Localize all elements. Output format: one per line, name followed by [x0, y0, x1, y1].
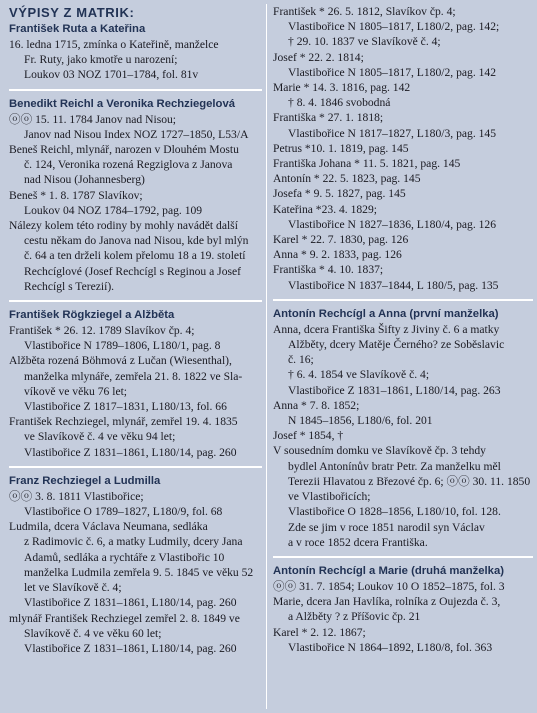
record-line: Anna, dcera Františka Šifty z Jiviny č. 6 a matky [273, 322, 500, 336]
record-line: Antonín * 22. 5. 1823, pag. 145 [273, 172, 421, 186]
record-section [273, 556, 533, 655]
record-line: Vlastibořice O 1789–1827, L180/9, fol. 68 [24, 505, 223, 519]
record-line: Vlastibořice Z 1831–1861, L180/14, pag. 263 [288, 383, 501, 397]
record-line: Josef * 22. 2. 1814; [273, 50, 364, 64]
section-separator [9, 89, 262, 91]
section-separator [273, 299, 533, 301]
record-line: Rechcíglové (Josef Rechcígl s Reginou a Josef [24, 264, 242, 278]
section-heading: Benedikt Reichl a Veronika Rechziegelová [9, 97, 236, 110]
page-title: VÝPISY Z MATRIK: [9, 5, 135, 20]
record-section [9, 22, 262, 83]
record-line: Fr. Ruty, jako kmotře u narození; [24, 53, 178, 67]
section-heading: Antonín Rechcígl a Marie (druhá manželka) [273, 564, 505, 577]
record-line: Anna * 9. 2. 1833, pag. 126 [273, 248, 402, 262]
record-line: Rechcígl s Terezií). [24, 279, 115, 293]
record-line: Vlastibořice O 1828–1856, L180/10, fol. 128. [288, 505, 501, 519]
record-line: Alžběty, dcery Matěje Černého? ze Soběslavic [288, 338, 505, 352]
record-line: a v roce 1852 dcera Františka. [288, 535, 428, 549]
record-line: Marie, dcera Jan Havlíka, rolníka z Oujezda č. 3, [273, 595, 501, 609]
record-line: Ludmila, dcera Václava Neumana, sedláka [9, 520, 208, 534]
record-line: † 29. 10. 1837 ve Slavíkově č. 4; [288, 35, 441, 49]
record-section [273, 299, 533, 550]
record-line: Františka * 4. 10. 1837; [273, 263, 384, 277]
record-line: Karel * 2. 12. 1867; [273, 625, 366, 639]
record-line: Petrus *10. 1. 1819, pag. 145 [273, 141, 409, 155]
record-section [9, 466, 262, 656]
record-line: Beneš * 1. 8. 1787 Slavíkov; [9, 188, 143, 202]
record-line: Vlastibořice Z 1817–1831, L180/13, fol. 66 [24, 400, 227, 414]
record-line: Karel * 22. 7. 1830, pag. 126 [273, 233, 409, 247]
record-line: nad Nisou (Johannesberg) [24, 173, 145, 187]
record-line: Františka * 27. 1. 1818; [273, 111, 384, 125]
record-line: a Alžběty ? z Příšovic čp. 21 [288, 610, 421, 624]
record-line: František * 26. 5. 1812, Slavíkov čp. 4; [273, 5, 456, 18]
record-line: Vlastibořice N 1864–1892, L180/8, fol. 363 [288, 640, 493, 654]
record-line: Janov nad Nisou Index NOZ 1727–1850, L53/A [24, 127, 249, 141]
record-line: V sousedním domku ve Slavíkově čp. 3 tehdy [273, 444, 486, 458]
record-line: Vlastibořice Z 1831–1861, L180/14, pag. 260 [24, 596, 237, 610]
record-line: z Radimovic č. 6, a matky Ludmily, dcery Jana [24, 535, 243, 549]
record-line: ⓞⓞ 15. 11. 1784 Janov nad Nisou; [9, 112, 177, 126]
record-line: Josefa * 9. 5. 1827, pag. 145 [273, 187, 406, 201]
record-section [273, 4, 533, 293]
record-line: Anna * 7. 8. 1852; [273, 398, 360, 412]
record-line: Františka Johana * 11. 5. 1821, pag. 145 [273, 157, 461, 171]
record-line: č. 16; [288, 353, 314, 367]
record-line: Vlastibořice N 1817–1827, L180/3, pag. 145 [288, 126, 497, 140]
record-line: Beneš Reichl, mlynář, narozen v Dlouhém Mostu [9, 143, 239, 157]
record-line: Vlastibořice N 1805–1817, L180/2, pag. 142; [288, 20, 500, 34]
section-separator [9, 300, 262, 302]
record-line: Marie * 14. 3. 1816, pag. 142 [273, 81, 411, 95]
section-separator [9, 466, 262, 468]
record-line: let ve Slavíkově č. 4; [24, 581, 122, 595]
record-line: bydlel Antonínův bratr Petr. Za manželku měl [288, 459, 501, 473]
record-line: Loukov 04 NOZ 1784–1792, pag. 109 [24, 203, 203, 217]
record-line: František * 26. 12. 1789 Slavíkov čp. 4; [9, 324, 195, 338]
section-separator [273, 556, 533, 558]
record-line: ⓞⓞ 3. 8. 1811 Vlastibořice; [9, 489, 144, 503]
record-line: Vlastibořice N 1805–1817, L180/2, pag. 142 [288, 65, 497, 79]
section-heading: František Ruta a Kateřina [9, 23, 146, 35]
record-line: Slavíkově č. 4 ve věku 60 let; [24, 626, 162, 640]
section-heading: Antonín Rechcígl a Anna (první manželka) [273, 307, 499, 320]
record-line: Zde se jim v roce 1851 narodil syn Václav [288, 520, 485, 534]
record-line: Josef * 1854, † [273, 429, 344, 443]
record-section [9, 89, 262, 294]
record-line: František Rechziegel, mlynář, zemřel 19. 4. 1835 [9, 415, 238, 429]
record-line: N 1845–1856, L180/6, fol. 201 [288, 414, 433, 428]
record-line: Vlastibořice Z 1831–1861, L180/14, pag. 260 [24, 445, 237, 459]
record-line: cestu někam do Janova nad Nisou, kde byl mlýn [24, 234, 249, 248]
record-line: víkově ve věku 76 let; [24, 384, 128, 398]
record-line: ve Slavíkově č. 4 ve věku 94 let; [24, 430, 176, 444]
column-divider [266, 4, 267, 709]
left-column [9, 4, 262, 656]
record-line: Vlastibořice Z 1831–1861, L180/14, pag. 260 [24, 641, 237, 655]
section-heading: Franz Rechziegel a Ludmilla [9, 474, 161, 487]
record-line: † 6. 4. 1854 ve Slavíkově č. 4; [288, 368, 430, 382]
section-heading: František Rögkziegel a Alžběta [9, 309, 175, 322]
record-line: † 8. 4. 1846 svobodná [288, 96, 391, 110]
record-line: č. 124, Veronika rozená Regziglova z Janova [24, 158, 233, 172]
right-column [273, 4, 533, 655]
record-line: Vlastibořice N 1837–1844, L 180/5, pag. 135 [288, 278, 499, 292]
record-line: Adamů, sedláka a rychtáře z Vlastibořic 10 [24, 550, 225, 564]
record-line: č. 64 a ten drželi kolem přelomu 18 a 19. století [24, 249, 246, 263]
record-line: Nálezy kolem této rodiny by mohly navádět další [9, 219, 238, 233]
record-line: ⓞⓞ 31. 7. 1854; Loukov 10 O 1852–1875, fol. 3 [273, 579, 505, 593]
record-line: Loukov 03 NOZ 1701–1784, fol. 81v [24, 68, 199, 82]
record-line: Alžběta rozená Böhmová z Lučan (Wiesenthal), [9, 354, 232, 368]
record-line: manželka Ludmila zemřela 9. 5. 1845 ve věku 52 [24, 565, 254, 579]
record-line: ve Vlastibořicích; [288, 490, 371, 504]
record-section [9, 300, 262, 460]
record-line: manželka mlynáře, zemřela 21. 8. 1822 ve Sla- [24, 369, 243, 383]
record-line: Vlastibořice N 1789–1806, L180/1, pag. 8 [24, 339, 221, 353]
record-line: 16. ledna 1715, zmínka o Kateřině, manželce [9, 38, 219, 51]
record-line: Terezii Hlavatou z Březové čp. 6; ⓞⓞ 30. 11. 1850 [288, 474, 531, 488]
record-line: mlynář František Rechziegel zemřel 2. 8. 1849 ve [9, 611, 240, 625]
record-line: Vlastibořice N 1827–1836, L180/4, pag. 126 [288, 217, 497, 231]
record-line: Kateřina *23. 4. 1829; [273, 202, 377, 216]
